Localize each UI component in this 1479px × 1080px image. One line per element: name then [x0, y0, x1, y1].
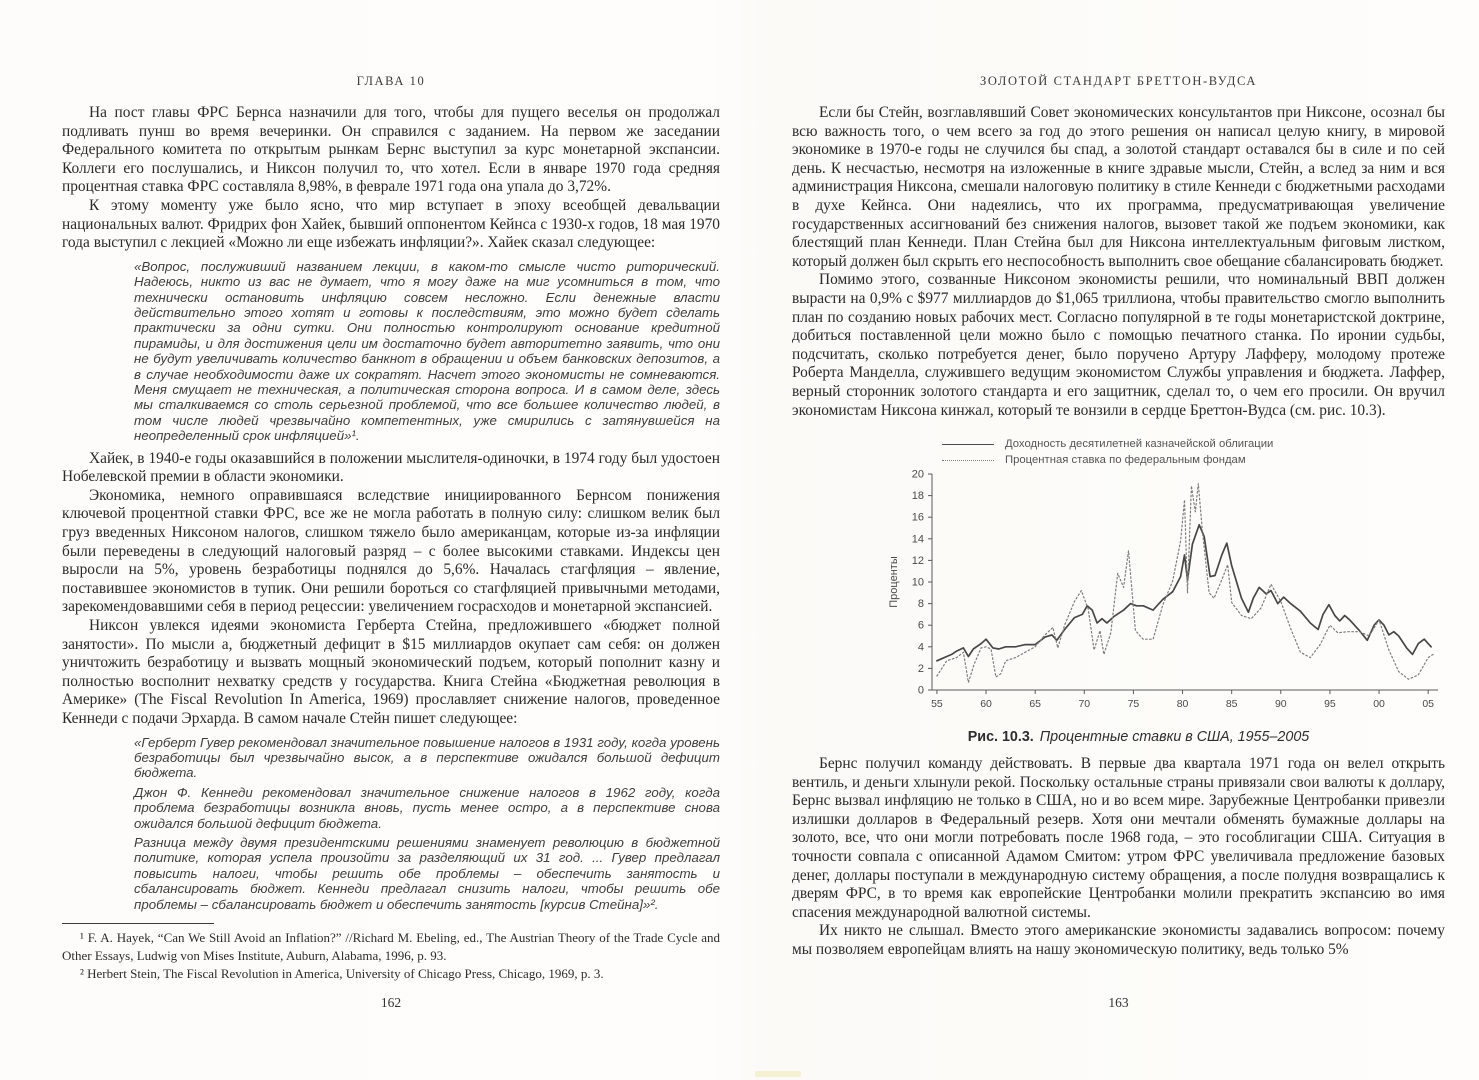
svg-text:75: 75	[1127, 698, 1140, 711]
paragraph: Если бы Стейн, возглавлявший Совет экономических консультантов при Никсоне, осознал бы всю важность того, о чем всего за год до этого решения он написал целую книгу, в мировой экономике в 1970-е годы не случился бы спад, а золотой стандарт оставался бы в силе и по сей день. К несчастью, несмотря на изложенные в книге здравые мысли, Стейн, а вслед за ним и вся администрация Никсона, смешали налоговую политику в стиле Кеннеди с бюджетными расходами в духе Кейнса. Они надеялись, что их программа, предусматривающая увеличение государственных ассигнований без снижения налогов, вызовет такой же подъем экономики, как блестящий план Кеннеди. План Стейна был для Никсона интеллектуальным фиговым листком, который должен был скрыть его неспособность выполнить свое обещание сбалансировать бюджет.	[792, 104, 1445, 270]
svg-text:14: 14	[911, 533, 924, 546]
running-head-left: ГЛАВА 10	[356, 74, 426, 88]
legend-label: Процентная ставка по федеральным фондам	[1005, 454, 1246, 467]
dotted-line-sample-icon	[942, 460, 994, 461]
quote-paragraph: Разница между двумя президентскими решениями знаменует революцию в бюджетной политике, которая успела произойти за разделяющий их 31 год. ... Гувер предлагал повысить налоги, чтобы решить обе проблемы – обеспечить занятость и сбалансировать бюджет. Кеннеди предлагал снизить налоги, чтобы решить обе проблемы – сбалансировать бюджет и обеспечить занятость [курсив Стейна]»².	[134, 834, 720, 912]
svg-text:4: 4	[917, 641, 924, 654]
scan-artifact	[755, 1071, 801, 1077]
paragraph: На пост главы ФРС Бернса назначили для того, чтобы для пущего веселья он продолжал подливать пунш во время вечеринки. Он справился с заданием. На первом же заседании Федерального комитета по открытым рынкам Бернс выступил за курс монетарной экспансии. Коллеги его послушались, и Никсон получил то, что хотел. Если в январе 1970 года средняя процентная ставка ФРС составляла 8,98%, в феврале 1971 года она упала до 3,72%.	[62, 104, 720, 196]
svg-text:70: 70	[1078, 698, 1091, 711]
legend-item-treasury	[942, 436, 1445, 452]
svg-text:90: 90	[1274, 698, 1287, 711]
quote-paragraph: «Герберт Гувер рекомендовал значительное повышение налогов в 1931 году, когда уровень безработицы был чрезвычайно высок, а в перспективе ожидался большой дефицит бюджета.	[134, 734, 720, 781]
paragraph: Хайек, в 1940-е годы оказавшийся в положении мыслителя-одиночки, в 1974 году был удостоен Нобелевской премии в области экономики.	[62, 449, 720, 486]
svg-text:0: 0	[917, 684, 924, 697]
svg-text:20: 20	[911, 468, 924, 481]
svg-text:00: 00	[1373, 698, 1385, 711]
svg-text:85: 85	[1225, 698, 1238, 711]
figure-caption-label: Рис. 10.3.	[967, 729, 1034, 746]
paragraph: Бернс получил команду действовать. В первые два квартала 1971 года он велел открыть вентиль, и деньги хлынули рекой. Поскольку остальные страны привязали свои валюты к доллару, Бернс вызвал инфляцию не только в США, но и во всем мире. Зарубежные Центробанки привезли излишки долларов в Федеральный резерв. Хотя они мечтали обменять бумажные доллары на золото, все, что они могли потребовать после 1968 года, – это гособлигации США. Ситуация в точности совпала с описанной Адамом Смитом: утром ФРС увеличивала предложение базовых денег, доллары поступали в международную систему обращения, а после полудня возвращались к дверям ФРС, в то время как европейские Центробанки молили прекратить экспансию во имя спасения международной валютной системы.	[792, 755, 1445, 921]
legend-label: Доходность десятилетней казначейской облигации	[1005, 438, 1274, 451]
svg-text:95: 95	[1324, 698, 1336, 711]
paragraph: Экономика, немного оправившаяся вследствие инициированного Бернсом понижения ключевой процентной ставки ФРС, все же не могла работать в полную силу: слишком велик был груз введенных Никсоном налогов, слишком тяжело было американцам, которые из-за инфляции были переведены в следующий налоговый разряд – с более высокими ставками. Индексы цен выросли на 5%, уровень безработицы поднялся до 5,6%. Началась стагфляция – явление, поставившее экономистов в тупик. Они решили бороться со стагфляцией привычными методами, зарекомендовавшими себя в период рецессии: увеличением госрасходов и монетарной экспансией.	[62, 486, 720, 616]
paragraph: Их никто не слышал. Вместо этого американские экономисты задавались вопросом: почему мы позволяем европейцам влиять на нашу экономическую политику, ведь только 5%	[792, 922, 1445, 959]
svg-text:12: 12	[911, 554, 924, 567]
quote-paragraph: «Вопрос, послуживший названием лекции, в каком-то смысле чисто риторический. Надеюсь, никто из вас не думает, что я могу даже на миг усомниться в том, что технически остановить инфляцию совсем несложно. Если денежные власти действительно этого хотят и готовы к последствиям, это можно будет сделать практически за одни сутки. Они полностью контролируют основание кредитной пирамиды, и для достижения цели им достаточно будет авторитетно заявить, что они не будут увеличивать количество банкнот в обращении и объем банковских депозитов, а в случае необходимости даже их сократят. Насчет этого экономисты не сомневаются. Меня смущает не техническая, а политическая сторона вопроса. И в самом деле, здесь мы сталкиваемся со столь серьезной проблемой, что все большее количество людей, в том числе людей чрезвычайно компетентных, уже смирились с затянувшейся на неопределенный срок инфляцией»¹.	[134, 258, 720, 444]
svg-text:16: 16	[911, 511, 924, 524]
svg-text:65: 65	[1029, 698, 1042, 711]
svg-text:Проценты: Проценты	[888, 556, 900, 608]
running-head-right: ЗОЛОТОЙ СТАНДАРТ БРЕТТОН-ВУДСА	[980, 74, 1257, 88]
figure-caption	[832, 729, 1445, 745]
solid-line-sample-icon	[942, 444, 994, 445]
chart-legend	[942, 436, 1445, 468]
svg-text:8: 8	[917, 598, 924, 611]
page-right	[792, 0, 1445, 1080]
interest-rates-line-chart	[886, 468, 1446, 720]
footnote: ² Herbert Stein, The Fiscal Revolution in America, University of Chicago Press, Chicago, 1969, p. 3.	[80, 966, 604, 981]
paragraph: Помимо этого, созванные Никсоном экономисты решили, что номинальный ВВП должен вырасти на 0,9% с $977 миллиардов до $1,065 триллиона, чтобы правительство смогло выполнить план по созданию новых рабочих мест. Согласно популярной в те годы монетаристской доктрине, добиться поставленной цели можно было с помощью печатного станка. По иронии судьбы, подсчитать, сколько потребуется денег, было поручено Артуру Лафферу, молодому протеже Роберта Манделла, служившего ведущим экономистом Службы управления и бюджета. Лаффер, верный сторонник золотого стандарта и его защитник, сделал то, о чем его просили. Он вручил экономистам Никсона кинжал, который те вонзили в сердце Бреттон-Вудса (см. рис. 10.3).	[792, 271, 1445, 419]
svg-text:2: 2	[917, 662, 924, 675]
footnote: ¹ F. A. Hayek, “Can We Still Avoid an Inflation?” //Richard M. Ebeling, ed., The Austrian Theory of the Trade Cycle and Other Essays, Ludwig von Mises Institute, Auburn, Alabama, 1996, p. 93.	[62, 930, 720, 963]
quote-paragraph: Джон Ф. Кеннеди рекомендовал значительное снижение налогов в 1962 году, когда проблема безработицы возникла вновь, пусть менее остро, а в перспективе снова ожидался большой дефицит бюджета.	[134, 784, 720, 831]
svg-text:55: 55	[931, 698, 943, 711]
svg-text:10: 10	[911, 576, 924, 589]
svg-text:18: 18	[911, 490, 924, 503]
figure-caption-text: Процентные ставки в США, 1955–2005	[1039, 729, 1310, 746]
svg-text:60: 60	[980, 698, 992, 711]
legend-item-fedfunds	[942, 452, 1445, 468]
paragraph: К этому моменту уже было ясно, что мир вступает в эпоху всеобщей девальвации национальных валют. Фридрих фон Хайек, бывший оппонентом Кейнса с 1930-х годов, 18 мая 1970 года выступил с лекцией «Можно ли еще избежать инфляции?». Хайек сказал следующее:	[62, 196, 720, 252]
svg-text:05: 05	[1422, 698, 1435, 711]
svg-text:6: 6	[917, 619, 924, 632]
page-number-left: 162	[380, 995, 402, 1010]
footnote-divider	[62, 923, 214, 924]
paragraph: Никсон увлекся идеями экономиста Герберта Стейна, предложившего «бюджет полной занятости». По мысли а, бюджетный дефицит в $15 миллиардов окупает сам себя: он должен уничтожить безработицу и вызвать мощный экономический подъем, который пополнит казну и полностью восполнит нехватку средств у государства. Книга Стейна «Бюджетная революция в Америке» (The Fiscal Revolution In America, 1969) прославляет снижение налогов, проведенное Кеннеди с подачи Эрхарда. В самом начале Стейн пишет следующее:	[62, 616, 720, 727]
page-left	[62, 0, 720, 1080]
figure-10-3	[792, 436, 1445, 745]
chart-plot-area	[886, 468, 1445, 725]
block-quote-stein	[134, 735, 720, 912]
page-number-right: 163	[1108, 995, 1129, 1010]
block-quote-hayek	[134, 259, 720, 444]
svg-text:80: 80	[1176, 698, 1189, 711]
